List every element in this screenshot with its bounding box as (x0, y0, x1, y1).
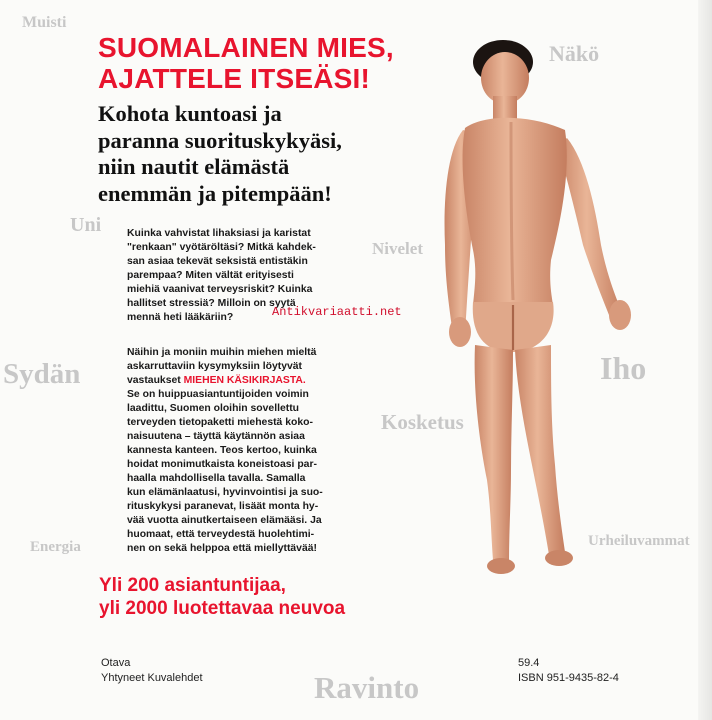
body-line: mennä heti lääkäriin? (127, 312, 234, 323)
bg-word-uni: Uni (70, 214, 102, 236)
body-line: Näihin ja moniin muihin miehen mieltä (127, 347, 317, 358)
body-line: san asiaa tekevät seksistä entistäkin (127, 256, 308, 267)
isbn-number: ISBN 951-9435-82-4 (518, 672, 619, 684)
headline (98, 32, 394, 94)
catalog-info (518, 656, 619, 686)
publisher-name: Yhtyneet Kuvalehdet (101, 672, 203, 684)
body-line: askarruttaviin kysymyksiin löytyvät (127, 361, 303, 372)
book-title-highlight: MIEHEN KÄSIKIRJASTA. (183, 375, 306, 386)
watermark: Antikvariaatti.net (272, 305, 402, 319)
body-line: rituskykysi paranevat, lisäät monta hy- (127, 501, 319, 512)
subhead-line-2: paranna suorituskykyäsi, (98, 127, 342, 153)
bg-word-urheiluvammat: Urheiluvammat (588, 533, 690, 549)
subhead-line-4: enemmän ja pitempään! (98, 180, 332, 206)
man-back-view-illustration (425, 30, 645, 590)
description-paragraph (127, 346, 377, 556)
body-line: huomaat, että terveydestä huolehtimi- (127, 529, 315, 540)
body-line: kun elämänlaatusi, hyvinvointisi ja suo- (127, 487, 323, 498)
bg-word-sydan: Sydän (3, 358, 81, 390)
body-line: nen on sekä helppoa että miellyttävää! (127, 543, 317, 554)
headline-line-2: AJATTELE ITSEÄSI! (98, 63, 371, 94)
body-line: kannesta kanteen. Teos kertoo, kuinka (127, 445, 317, 456)
subhead-line-3: niin nautit elämästä (98, 154, 290, 179)
subheading (98, 101, 342, 207)
bg-word-kosketus: Kosketus (381, 410, 464, 434)
page-edge (698, 0, 712, 720)
body-line: hoidat monimutkaista koneistoasi par- (127, 459, 317, 470)
tagline-line-2: yli 2000 luotettavaa neuvoa (99, 598, 346, 619)
body-line (127, 374, 377, 388)
headline-line-1: SUOMALAINEN MIES, (98, 32, 394, 63)
publisher-info (101, 656, 203, 686)
body-line: haalla mahdollisella tavalla. Samalla (127, 473, 306, 484)
subhead-line-1: Kohota kuntoasi ja (98, 101, 282, 126)
body-line: parempaa? Miten vältät erityisesti (127, 270, 294, 281)
tagline-line-1: Yli 200 asiantuntijaa, (99, 575, 286, 596)
body-line: Kuinka vahvistat lihaksiasi ja karistat (127, 228, 311, 239)
body-line: miehiä vaanivat terveysriskit? Kuinka (127, 284, 313, 295)
body-line: "renkaan" vyötäröltäsi? Mitkä kahdek- (127, 242, 316, 253)
body-line: laadittu, Suomen oloihin sovellettu (127, 403, 300, 414)
body-line: hallitset stressiä? Milloin on syytä (127, 298, 296, 309)
bg-word-nivelet: Nivelet (372, 239, 423, 258)
body-line: terveyden tietopaketti miehestä koko- (127, 417, 313, 428)
catalog-code: 59.4 (518, 657, 540, 669)
bg-word-ravinto: Ravinto (314, 670, 420, 705)
body-line: Se on huippuasiantuntijoiden voimin (127, 389, 309, 400)
tagline (99, 574, 345, 620)
body-text: vastaukset (127, 375, 184, 386)
body-line: vää vuotta ainutkertaiseen elämääsi. Ja (127, 515, 322, 526)
body-line: naisuutena – täyttä käytännön asiaa (127, 431, 305, 442)
publisher-name: Otava (101, 657, 131, 669)
bg-word-nako: Näkö (549, 41, 600, 66)
bg-word-muisti: Muisti (22, 14, 67, 31)
bg-word-energia: Energia (30, 539, 81, 555)
bg-word-iho: Iho (600, 350, 647, 386)
